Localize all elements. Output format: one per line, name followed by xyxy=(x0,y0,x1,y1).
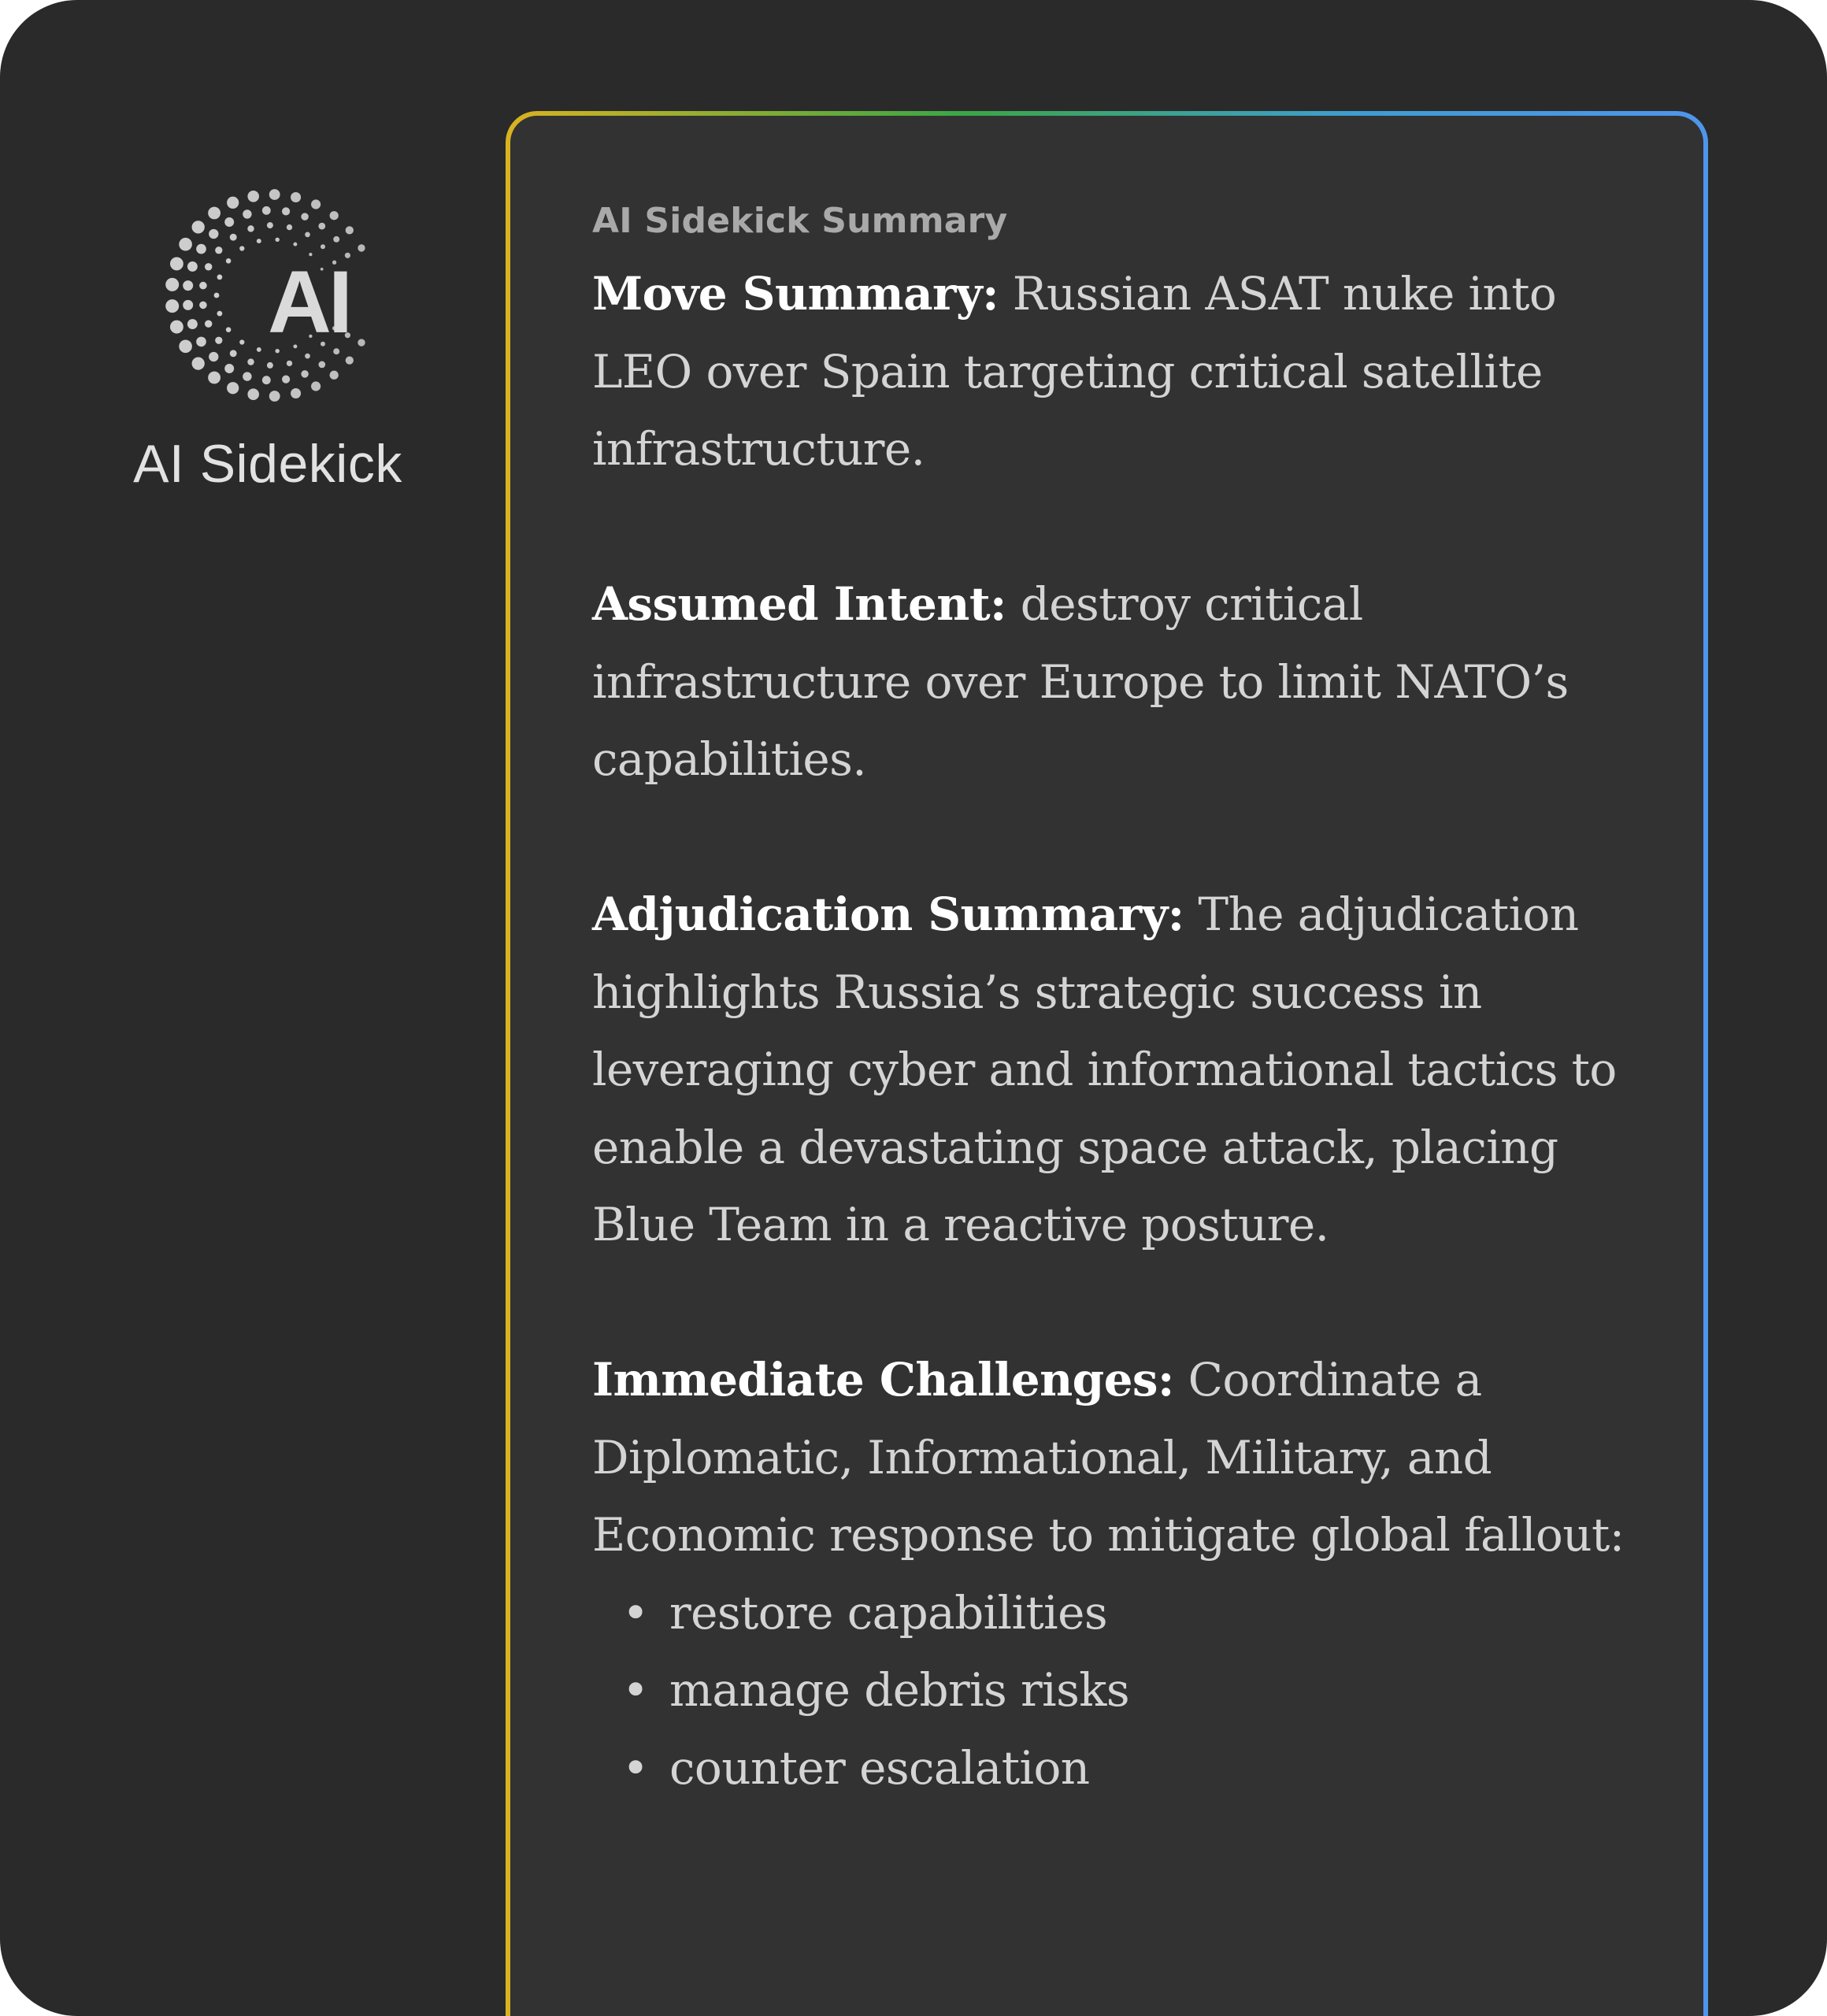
logo-dot xyxy=(239,246,244,250)
logo-dot xyxy=(311,199,321,209)
logo-dot xyxy=(226,327,232,332)
logo-dot xyxy=(215,246,222,254)
logo-dot xyxy=(192,220,205,233)
section-label: Immediate Challenges: xyxy=(592,1353,1174,1406)
logo-dot xyxy=(321,244,325,249)
logo-dot xyxy=(165,278,179,291)
logo-dot xyxy=(243,372,251,380)
logo-dot xyxy=(196,337,206,347)
brand xyxy=(126,189,410,504)
summary-card-body xyxy=(510,116,1703,2016)
bullet-icon: • xyxy=(622,1663,649,1717)
logo-dot xyxy=(346,356,354,364)
logo-dot xyxy=(291,388,301,398)
challenge-list xyxy=(592,1574,1625,1807)
logo-dot xyxy=(262,376,271,384)
logo-dot xyxy=(257,347,261,352)
list-item xyxy=(592,1651,1625,1729)
logo-dot xyxy=(183,280,193,291)
logo-dot xyxy=(318,223,325,230)
logo-dot xyxy=(291,192,301,202)
logo-dot xyxy=(301,370,308,377)
logo-dot xyxy=(230,234,237,241)
logo-dot xyxy=(247,225,254,232)
logo-dot xyxy=(269,391,280,402)
list-item xyxy=(592,1574,1625,1652)
logo-dot xyxy=(170,321,183,334)
logo-dot xyxy=(187,319,198,329)
logo-dot xyxy=(262,206,271,215)
summary-card xyxy=(506,111,1708,2016)
section-label: Move Summary: xyxy=(592,267,999,321)
logo-dot xyxy=(239,339,244,344)
logo-dot xyxy=(305,232,310,238)
logo-dot xyxy=(215,337,222,344)
logo-dot xyxy=(230,350,237,357)
section-text: destroy critical infrastructure over Europe to limit NATO’s capabilities. xyxy=(592,577,1569,786)
logo-dot xyxy=(330,211,339,220)
logo-dot xyxy=(318,361,325,369)
logo-dot xyxy=(196,244,206,254)
logo-dot xyxy=(267,362,273,369)
bullet-icon: • xyxy=(622,1740,649,1795)
logo-dot xyxy=(275,238,279,242)
logo-dot xyxy=(214,293,220,298)
section-label: Assumed Intent: xyxy=(592,577,1006,631)
section-text: The adjudication highlights Russia’s strategic success in leveraging cyber and informational tactics to enable a devastating space attack, placing Blue Team in a reactive posture. xyxy=(592,888,1617,1251)
logo-dot xyxy=(187,261,198,272)
list-item-text: manage debris risks xyxy=(669,1663,1130,1717)
logo-dot xyxy=(247,388,259,400)
logo-dot xyxy=(209,229,218,239)
logo-dot xyxy=(305,354,310,359)
logo-dot xyxy=(226,258,232,264)
logo-dot xyxy=(301,213,308,220)
logo-dot xyxy=(170,257,183,270)
logo-dot xyxy=(287,361,292,366)
logo-dot xyxy=(267,222,273,228)
logo-dot xyxy=(179,238,192,251)
logo-dot xyxy=(224,364,234,373)
adjudication-summary-section xyxy=(592,876,1625,1264)
logo-dot xyxy=(165,299,179,313)
logo-text: AI xyxy=(268,253,350,351)
logo-dot xyxy=(269,189,280,200)
logo-dot xyxy=(243,209,251,218)
logo-dot xyxy=(179,339,192,353)
bullet-icon: • xyxy=(622,1585,649,1640)
move-summary-section xyxy=(592,255,1625,488)
logo-dot xyxy=(346,226,354,234)
logo-dot xyxy=(282,207,290,215)
logo-dot xyxy=(183,300,193,310)
logo-dot xyxy=(358,339,365,346)
assumed-intent-section xyxy=(592,565,1625,799)
section-label: Adjudication Summary: xyxy=(592,888,1184,941)
logo-dot xyxy=(224,217,234,227)
logo-dot xyxy=(227,197,239,209)
logo-dot xyxy=(257,239,261,243)
logo-dot xyxy=(209,352,218,361)
brand-name: AI Sidekick xyxy=(133,434,402,494)
logo-dot xyxy=(247,191,259,202)
logo-dot xyxy=(330,371,339,380)
section-text: Russian ASAT nuke into LEO over Spain targeting critical satellite infrastructure. xyxy=(592,267,1557,476)
logo-dot xyxy=(192,357,205,369)
logo-dot xyxy=(199,282,207,290)
list-item-text: restore capabilities xyxy=(669,1585,1108,1640)
logo-dot xyxy=(217,311,223,317)
logo-dot xyxy=(287,224,292,230)
logo-dot xyxy=(208,372,220,384)
logo-dot xyxy=(217,275,223,280)
logo-dot xyxy=(311,381,321,391)
logo-dot xyxy=(282,376,290,384)
logo-dot xyxy=(199,302,207,309)
section-text: Coordinate a Diplomatic, Informational, Military, and Economic response to mitigate global fallout: xyxy=(592,1353,1625,1562)
list-item-text: counter escalation xyxy=(669,1740,1090,1795)
summary-heading: AI Sidekick Summary xyxy=(592,201,1008,241)
list-item xyxy=(592,1729,1625,1807)
logo-dot xyxy=(247,358,254,365)
logo-dot xyxy=(227,382,239,394)
logo-dot xyxy=(358,244,365,251)
immediate-challenges-section xyxy=(592,1341,1625,1807)
logo-dot xyxy=(205,320,212,327)
logo-dot xyxy=(333,236,339,243)
logo-dot xyxy=(205,263,212,270)
logo-dot xyxy=(293,243,297,246)
ai-logo-icon xyxy=(154,189,391,417)
logo-dot xyxy=(208,207,220,220)
